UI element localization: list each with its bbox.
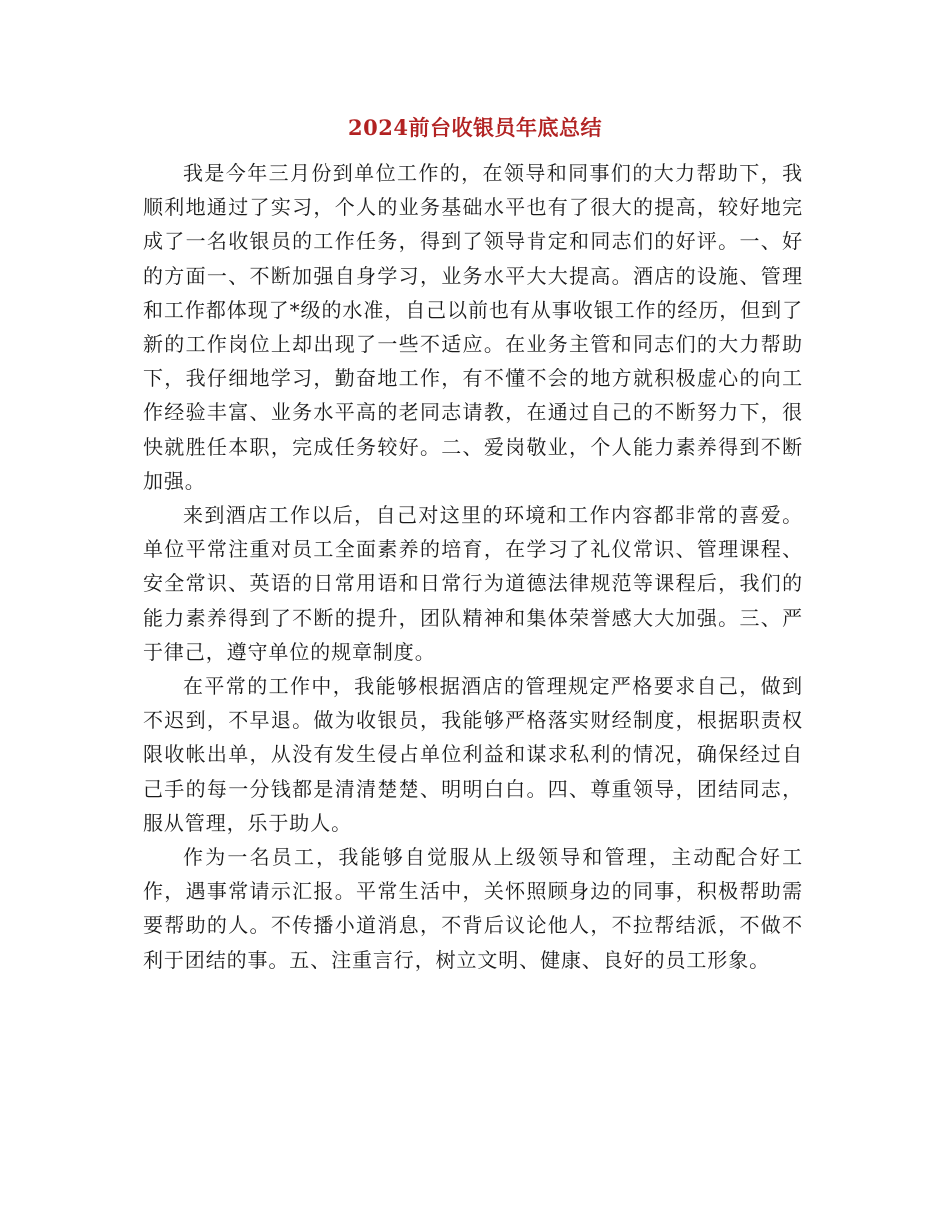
paragraph-2: 来到酒店工作以后，自己对这里的环境和工作内容都非常的喜爱。单位平常注重对员工全面素养的培育，在学习了礼仪常识、管理课程、安全常识、英语的日常用语和日常行为道德法律规范等课程后，我们的能力素养得到了不断的提升，团队精神和集体荣誉感大大加强。三、严于律己，遵守单位的规章制度。 — [143, 503, 803, 664]
document-title: 2024前台收银员年底总结 — [348, 115, 602, 140]
paragraph-3: 在平常的工作中，我能够根据酒店的管理规定严格要求自己，做到不迟到，不早退。做为收银员，我能够严格落实财经制度，根据职责权限收帐出单，从没有发生侵占单位利益和谋求私利的情况，确保经过自己手的每一分钱都是清清楚楚、明明白白。四、尊重领导，团结同志，服从管理，乐于助人。 — [143, 674, 803, 835]
paragraph-1: 我是今年三月份到单位工作的，在领导和同事们的大力帮助下，我顺利地通过了实习，个人的业务基础水平也有了很大的提高，较好地完成了一名收银员的工作任务，得到了领导肯定和同志们的好评。一、好的方面一、不断加强自身学习，业务水平大大提高。酒店的设施、管理和工作都体现了*级的水准，自己以前也有从事收银工作的经历，但到了新的工作岗位上却出现了一些不适应。在业务主管和同志们的大力帮助下，我仔细地学习，勤奋地工作，有不懂不会的地方就积极虚心的向工作经验丰富、业务水平高的老同志请教，在通过自己的不断努力下，很快就胜任本职，完成任务较好。二、爱岗敬业，个人能力素养得到不断加强。 — [143, 161, 803, 493]
document-body — [143, 156, 803, 977]
paragraph-4: 作为一名员工，我能够自觉服从上级领导和管理，主动配合好工作，遇事常请示汇报。平常生活中，关怀照顾身边的同事，积极帮助需要帮助的人。不传播小道消息，不背后议论他人，不拉帮结派，不做不利于团结的事。五、注重言行，树立文明、健康、良好的员工形象。 — [143, 845, 803, 972]
